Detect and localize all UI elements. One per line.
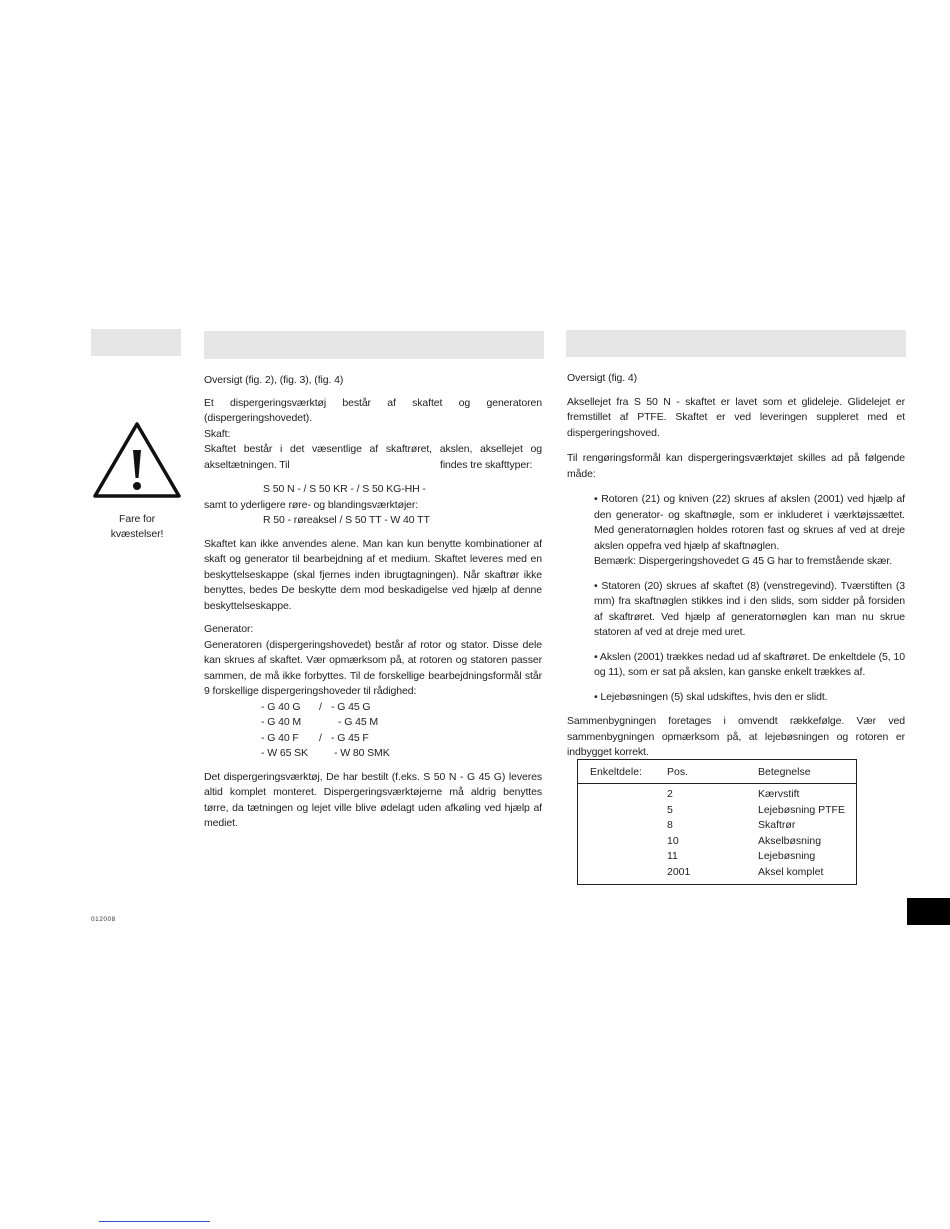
head-item: - G 45 M (338, 716, 379, 728)
left-column-header-bar (204, 331, 544, 359)
left-heading: Oversigt (fig. 2), (fig. 3), (fig. 4) (204, 374, 344, 386)
bullet-note: Bemærk: Dispergeringshovedet G 45 G har to fremstående skær. (594, 555, 893, 567)
table-cell-pos: 2001 (667, 865, 691, 878)
extra-tools: R 50 - røreaksel / S 50 TT - W 40 TT (263, 514, 430, 526)
table-header-parts: Enkeltdele: (590, 766, 642, 778)
margin-header-bar (91, 329, 181, 356)
right-paragraph-3: Sammenbygningen foretages i omvendt rækkefølge. Vær ved sammenbygningen opmærksom på, at lejebøsningen og rotoren er indbygget korrekt. (567, 715, 905, 758)
head-item: - G 40 G (261, 700, 301, 713)
table-cell-name: Lejebøsning (758, 850, 816, 862)
table-cell-pos: 2 (667, 788, 673, 800)
table-cell-pos: 8 (667, 819, 673, 831)
right-column-header-bar (566, 330, 906, 357)
right-column (567, 371, 905, 761)
heads-list (204, 700, 542, 762)
skaft-text-right: findes tre skafttyper: (440, 458, 533, 471)
warning-caption: Fare for kvæstelser! (110, 513, 164, 540)
head-item: - W 65 SK (261, 747, 308, 759)
table-cell-name: Skaftrør (758, 819, 796, 831)
skaft-types: S 50 N - / S 50 KR - / S 50 KG-HH - (263, 483, 426, 495)
table-cell-pos: 11 (667, 850, 678, 862)
final-paragraph: Det dispergeringsværktøj, De har bestilt (f.eks. S 50 N - G 45 G) leveres altid komplet monteret. Dispergeringsværktøjerne må aldrig benyttes tørre, da tætningen og lejet ville blive ødelagt uden afkøling ved hjælp af mediet. (204, 770, 542, 829)
head-item: - W 80 SMK (334, 747, 390, 759)
generator-paragraph: Generatoren (dispergeringshovedet) består af rotor og stator. Disse dele kan skrues af skaftet. Vær opmærksom på, at rotoren og statoren passer sammen, de må ikke forbyttes. Til de forskellige bearbejdningsformål står 9 forskellige dispergeringshoveder til rådighed: (204, 638, 542, 697)
skaft-text: Skaftet består i det væsentlige af skaftrøret, akslen, aksellejet og akseltætningen. Til findes tre skafttyper: (204, 442, 542, 473)
table-cell-name: Akselbøsning (758, 834, 822, 847)
table-cell-pos: 5 (667, 803, 673, 816)
head-item: - G 40 F (261, 731, 299, 744)
table-header-name: Betegnelse (758, 766, 811, 778)
bullet-item: • Rotoren (21) og kniven (22) skrues af akslen (2001) ved hjælp af den generator- og skaftnøgle, som er inkluderet i værktøjssættet. Med generatornøglen holdes rotoren fast og skrues af ved at dreje akslen oppefra ved hjælp af skaftnøglen. Bemærk: Dispergeringshovedet G 45 G har to fremstående skær. (567, 492, 905, 570)
left-column (204, 373, 542, 832)
head-item: - G 40 M (261, 716, 302, 728)
skaft-paragraph: Skaftet kan ikke anvendes alene. Man kan kun benytte kombinationer af skaft og generator til bearbejdning af et medium. Skaftet leveres med en beskyttelseskappe (skal fjernes inden ibrugtagningen). Når skaftrør ikke benyttes, bedes De beskytte dem mod beskadigelse ved hjælp af denne beskyttelseskappe. (204, 537, 542, 612)
head-separator: / (319, 700, 322, 713)
table-cell-name: Lejebøsning PTFE (758, 803, 845, 816)
bullet-item: • Statoren (20) skrues af skaftet (8) (venstregevind). Tværstiften (3 mm) fra skaftnøglen stikkes ind i den slids, som sidder på forsiden af skaftrøret. Ved hjælp af generatornøglen kan man nu skrue statoren af ved at dreje med uret. (594, 579, 905, 638)
footer-code: 012008 (91, 916, 116, 923)
head-item: - G 45 F (331, 731, 369, 744)
right-paragraph-1: Aksellejet fra S 50 N - skaftet er lavet som et glideleje. Glidelejet er fremstillet af PTFE. Skaftet er ved leveringen suppleret med et dispergeringshoved. (567, 395, 905, 439)
table-cell-name: Aksel komplet (758, 865, 824, 878)
bullet-item: • Lejebøsningen (5) skal udskiftes, hvis den er slidt. (594, 690, 828, 703)
table-cell-name: Kærvstift (758, 788, 800, 800)
table-header-divider (578, 783, 856, 784)
head-item: - G 45 G (331, 700, 371, 713)
head-separator: / (319, 731, 322, 744)
section-tab-marker (907, 898, 950, 925)
warning-triangle-icon (92, 420, 182, 500)
intro-paragraph: Et dispergeringsværktøj består af skaftet og generatoren (dispergeringshovedet). (204, 396, 542, 424)
table-cell-pos: 10 (667, 834, 679, 847)
extra-tools-intro: samt to yderligere røre- og blandingsværktøjer: (204, 498, 419, 511)
skaft-label: Skaft: (204, 427, 231, 440)
parts-table (577, 759, 857, 885)
right-paragraph-2: Til rengøringsformål kan dispergeringsværktøjet skilles ad på følgende måde: (567, 452, 905, 480)
bottom-rule (99, 1221, 210, 1222)
bullet-item: • Akslen (2001) trækkes nedad ud af skaftrøret. De enkeltdele (5, 10 og 11), som er sat på akslen, kan ganske enkelt trækkes af. (594, 650, 905, 678)
right-heading: Oversigt (fig. 4) (567, 372, 638, 384)
table-header-pos: Pos. (667, 766, 689, 778)
generator-label: Generator: (204, 623, 254, 635)
